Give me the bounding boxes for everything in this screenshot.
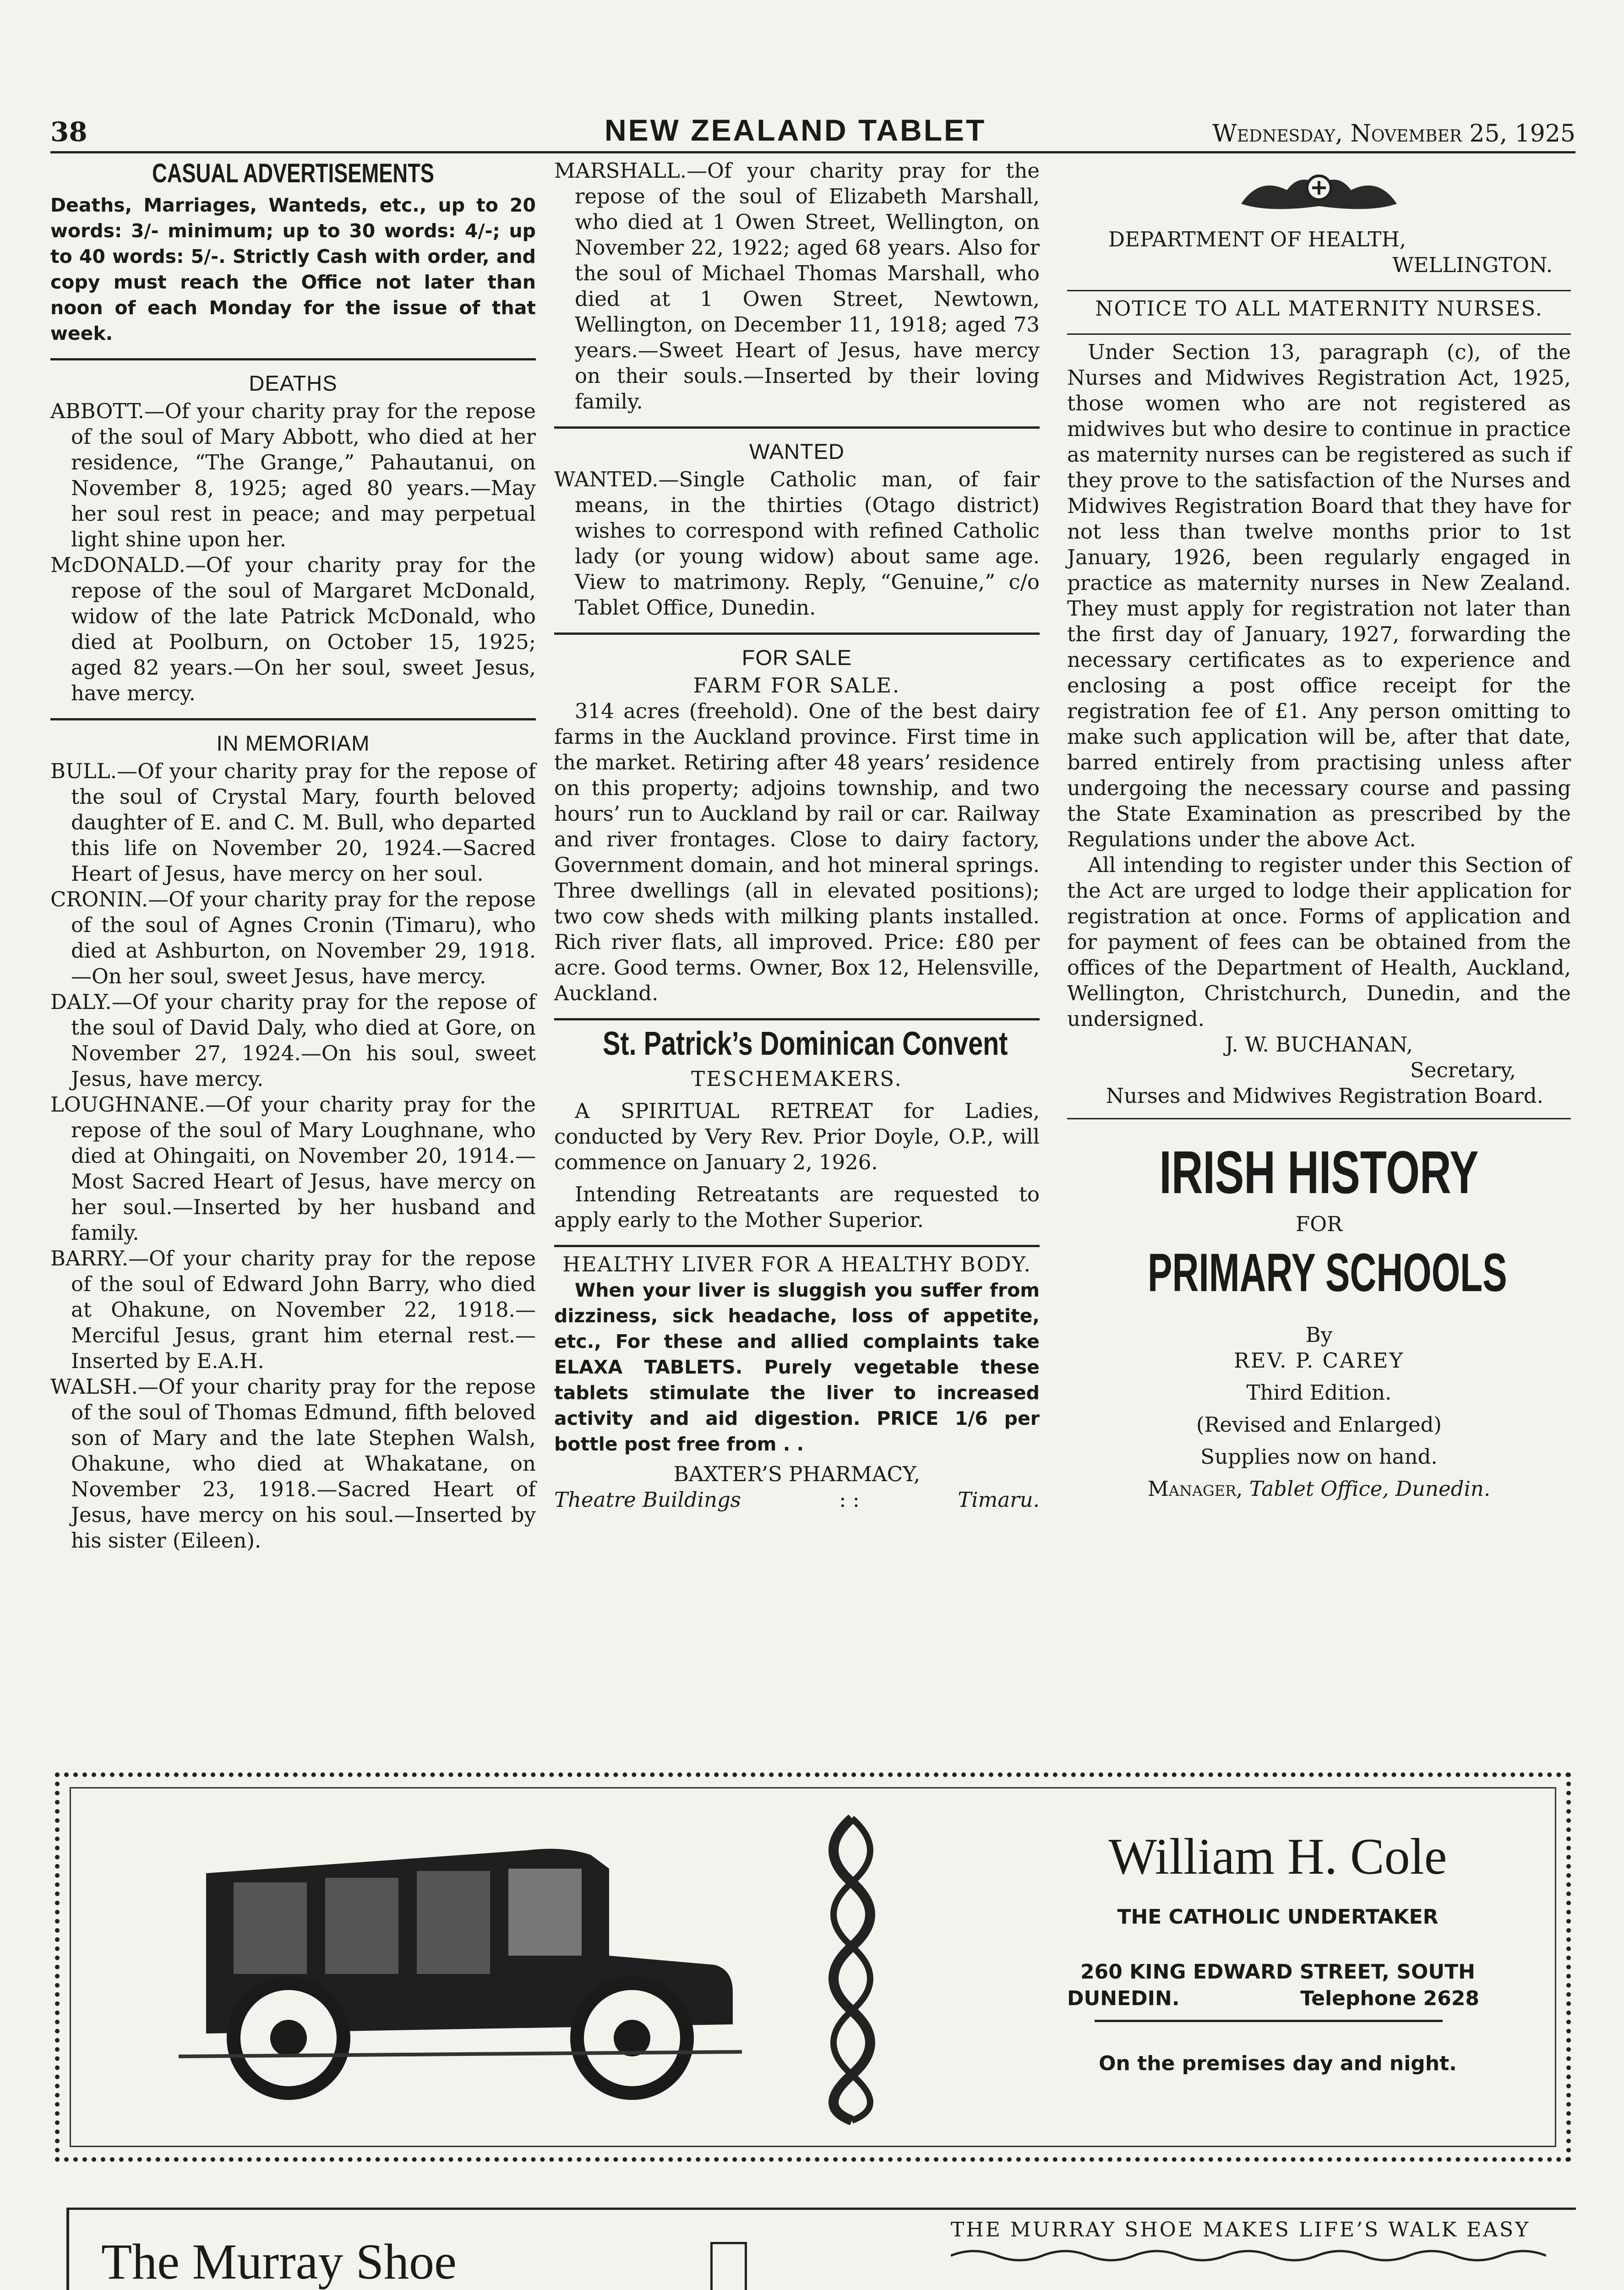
- ornament-scroll-icon: [806, 1814, 898, 2125]
- publication-title: NEW ZEALAND TABLET: [605, 113, 986, 147]
- divider: [1067, 333, 1571, 335]
- column-2: [554, 158, 1040, 1513]
- convent-subheading: TESCHEMAKERS.: [691, 1067, 903, 1091]
- health-dept-line2: WELLINGTON.: [1392, 253, 1553, 277]
- casual-heading: CASUAL ADVERTISEMENTS: [152, 158, 434, 188]
- memoriam-notice: CRONIN.—Of your charity pray for the repose of the soul of Agnes Cronin (Timaru), who died at Ashburton, on November 29, 1918.—On her soul, sweet Jesus, have mercy.: [50, 887, 536, 988]
- hearse-car-icon: [151, 1818, 747, 2102]
- shoe-box-icon: [710, 2242, 747, 2290]
- divider: [50, 718, 536, 720]
- decorative-rule-icon: [951, 2246, 1546, 2265]
- irish-author: REV. P. CAREY: [1233, 1348, 1405, 1373]
- pharmacy-address-left: Theatre Buildings: [554, 1488, 741, 1512]
- pharmacy-address-right: Timaru.: [958, 1488, 1040, 1512]
- casual-body: Deaths, Marriages, Wanteds, etc., up to 20 words: 3/- minimum; up to 30 words: 4/-; up to 40 words: 5/-. Strictly Cash with order, and copy must reach the Office not later than noon of each Monday for the issue of that week.: [50, 194, 536, 344]
- irish-revised: (Revised and Enlarged): [1196, 1412, 1442, 1437]
- cole-address2-left: DUNEDIN.: [1067, 1987, 1180, 2010]
- divider: [554, 1245, 1040, 1247]
- irish-supplies: Supplies now on hand.: [1200, 1445, 1438, 1469]
- health-signer-board: Nurses and Midwives Registration Board.: [1106, 1084, 1543, 1108]
- liver-body: When your liver is sluggish you suffer from dizziness, sick headache, loss of appetite, etc., For these and allied complaints take ELAXA TABLETS. Purely vegetable these tablets stimulate the liver to increased activity and aid digestion. PRICE 1/6 per bottle post free from . .: [554, 1279, 1040, 1455]
- issue-date: Wednesday, November 25, 1925: [1212, 120, 1575, 147]
- cole-tagline: THE CATHOLIC UNDERTAKER: [1117, 1905, 1439, 1929]
- forsale-heading: FOR SALE: [741, 645, 852, 670]
- column-1: [50, 158, 536, 1554]
- convent-heading: St. Patrick’s Dominican Convent: [603, 1025, 1008, 1062]
- forsale-subheading: FARM FOR SALE.: [693, 673, 901, 698]
- page-header: [50, 110, 1575, 153]
- marshall-notice: MARSHALL.—Of your charity pray for the repose of the soul of Elizabeth Marshall, who died at 1 Owen Street, Wellington, on November 22, 1922; aged 68 years. Also for the soul of Michael Thomas Marshall, who died at 1 Owen Street, Newtown, Wellington, on December 11, 1918; aged 73 years.—Sweet Heart of Jesus, have mercy on their souls.—Inserted by their loving family.: [554, 158, 1040, 414]
- convent-body: A SPIRITUAL RETREAT for Ladies, conducted by Very Rev. Prior Doyle, O.P., will commence on January 2, 1926.: [554, 1099, 1040, 1174]
- death-notice: ABBOTT.—Of your charity pray for the repose of the soul of Mary Abbott, who died at her residence, “The Grange,” Pahautanui, on November 8, 1925; aged 80 years.—May her soul rest in peace; and may perpetual light shine upon her.: [50, 399, 536, 551]
- forsale-body: 314 acres (freehold). One of the best dairy farms in the Auckland province. First time in the market. Retiring after 48 years’ residence on this property; adjoins township, and two hours’ run to Auckland by rail or car. Railway and river frontages. Close to dairy factory, Government domain, and hot mineral springs. Three dwellings (all in elevated positions); two cow sheds with milking plants installed. Rich river flats, all improved. Price: £80 per acre. Good terms. Owner, Box 12, Helensville, Auckland.: [554, 699, 1040, 1005]
- murray-shoe-advertisement: [66, 2208, 1576, 2290]
- column-3: [1067, 158, 1571, 1502]
- pharmacy-address-sep: : :: [839, 1488, 860, 1512]
- convent-body: Intending Retreatants are requested to apply early to the Mother Superior.: [554, 1182, 1040, 1232]
- liver-heading: HEALTHY LIVER FOR A HEALTHY BODY.: [562, 1252, 1031, 1276]
- cole-address2-right: Telephone 2628: [1300, 1987, 1479, 2010]
- memoriam-notice: BULL.—Of your charity pray for the repose of the soul of Crystal Mary, fourth beloved daughter of E. and C. M. Bull, who departed this life on November 20, 1924.—Sacred Heart of Jesus, have mercy on her soul.: [50, 759, 536, 886]
- murray-slogan: THE MURRAY SHOE MAKES LIFE’S WALK EASY: [951, 2218, 1531, 2241]
- health-signer-title: Secretary,: [1410, 1058, 1516, 1082]
- memoriam-notice: BARRY.—Of your charity pray for the repose of the soul of Edward John Barry, who died at Ohakune, on November 22, 1918.—Merciful Jesus, grant him eternal rest.—Inserted by E.A.H.: [50, 1246, 536, 1373]
- divider: [50, 358, 536, 360]
- memoriam-notice: WALSH.—Of your charity pray for the repose of the soul of Thomas Edmund, fifth beloved son of Mary and the late Stephen Walsh, Ohakune, who died at Whakatane, on November 23, 1918.—Sacred Heart of Jesus, have mercy on his soul.—Inserted by his sister (Eileen).: [50, 1374, 536, 1553]
- wanted-heading: WANTED: [749, 439, 845, 463]
- memoriam-notice: DALY.—Of your charity pray for the repose of the soul of David Daly, who died at Gore, on November 27, 1924.—On his soul, sweet Jesus, have mercy.: [50, 990, 536, 1091]
- health-body: Under Section 13, paragraph (c), of the Nurses and Midwives Registration Act, 1925, those women who are not registered as midwives but who desire to continue in practice as maternity nurses can be registered as such if they prove to the satisfaction of the Nurses and Midwives Registration Board that they have for not less than twelve months prior to 1st January, 1926, been regularly engaged in practice as maternity nurses in New Zealand. They must apply for registration not later than the first day of January, 1927, forwarding the necessary certificates as to experience and enclosing a post office receipt for the registration fee of £1. Any person omitting to make such application will be, after that date, barred entirely from practising unless after undergoing the necessary course and passing the State Examination as prescribed by the Regulations under the above Act.: [1067, 340, 1571, 851]
- irish-title-1: IRISH HISTORY: [1159, 1139, 1479, 1206]
- coat-of-arms-icon: [1232, 167, 1406, 218]
- health-body: All intending to register under this Section of the Act are urged to lodge their application for registration at once. Forms of application and for payment of fees can be obtained from the offices of the Department of Health, Auckland, Wellington, Christchurch, Dunedin, and the undersigned.: [1067, 853, 1571, 1031]
- memoriam-notice: LOUGHNANE.—Of your charity pray for the repose of the soul of Mary Loughnane, who died at Ohingaiti, on November 20, 1914.—Most Sacred Heart of Jesus, have mercy on her soul.—Inserted by her husband and family.: [50, 1092, 536, 1245]
- divider: [1067, 1118, 1571, 1119]
- cole-address1: 260 KING EDWARD STREET, SOUTH: [1080, 1960, 1475, 1984]
- divider: [554, 632, 1040, 635]
- irish-for: FOR: [1296, 1212, 1342, 1236]
- cole-advertisement: [55, 1772, 1571, 2162]
- irish-edition: Third Edition.: [1246, 1380, 1392, 1405]
- murray-name: The Murray Shoe: [101, 2234, 457, 2290]
- divider: [554, 426, 1040, 429]
- health-dept-line1: DEPARTMENT OF HEALTH,: [1108, 227, 1406, 251]
- memoriam-heading: IN MEMORIAM: [216, 731, 370, 755]
- deaths-heading: DEATHS: [249, 371, 338, 395]
- irish-manager-rest: Tablet Office, Dunedin.: [1249, 1477, 1491, 1501]
- health-signer: J. W. BUCHANAN,: [1225, 1032, 1413, 1057]
- page-number: 38: [50, 116, 87, 147]
- wanted-body: WANTED.—Single Catholic man, of fair means, in the thirties (Otago district) wishes to correspond with refined Catholic lady (or young widow) about same age. View to matrimony. Reply, “Genuine,” c/o Tablet Office, Dunedin.: [554, 467, 1040, 620]
- cole-note: On the premises day and night.: [1099, 2052, 1457, 2075]
- cole-address2: [1067, 1987, 1479, 2010]
- divider: [554, 1018, 1040, 1020]
- cole-name: William H. Cole: [1108, 1828, 1447, 1885]
- irish-by: By: [1305, 1323, 1333, 1347]
- death-notice: McDONALD.—Of your charity pray for the repose of the soul of Margaret McDonald, widow of the late Patrick McDonald, who died at Poolburn, on October 15, 1925; aged 82 years.—On her soul, sweet Jesus, have mercy.: [50, 553, 536, 705]
- divider: [1067, 290, 1571, 291]
- pharmacy-address: [554, 1487, 1040, 1513]
- pharmacy-name: BAXTER’S PHARMACY,: [673, 1462, 921, 1486]
- irish-manager: [1067, 1476, 1571, 1502]
- cole-divider: [1095, 2020, 1443, 2022]
- irish-title-2: PRIMARY SCHOOLS: [1148, 1243, 1507, 1303]
- health-notice-title: NOTICE TO ALL MATERNITY NURSES.: [1095, 296, 1543, 321]
- irish-manager-label: Manager,: [1147, 1477, 1243, 1501]
